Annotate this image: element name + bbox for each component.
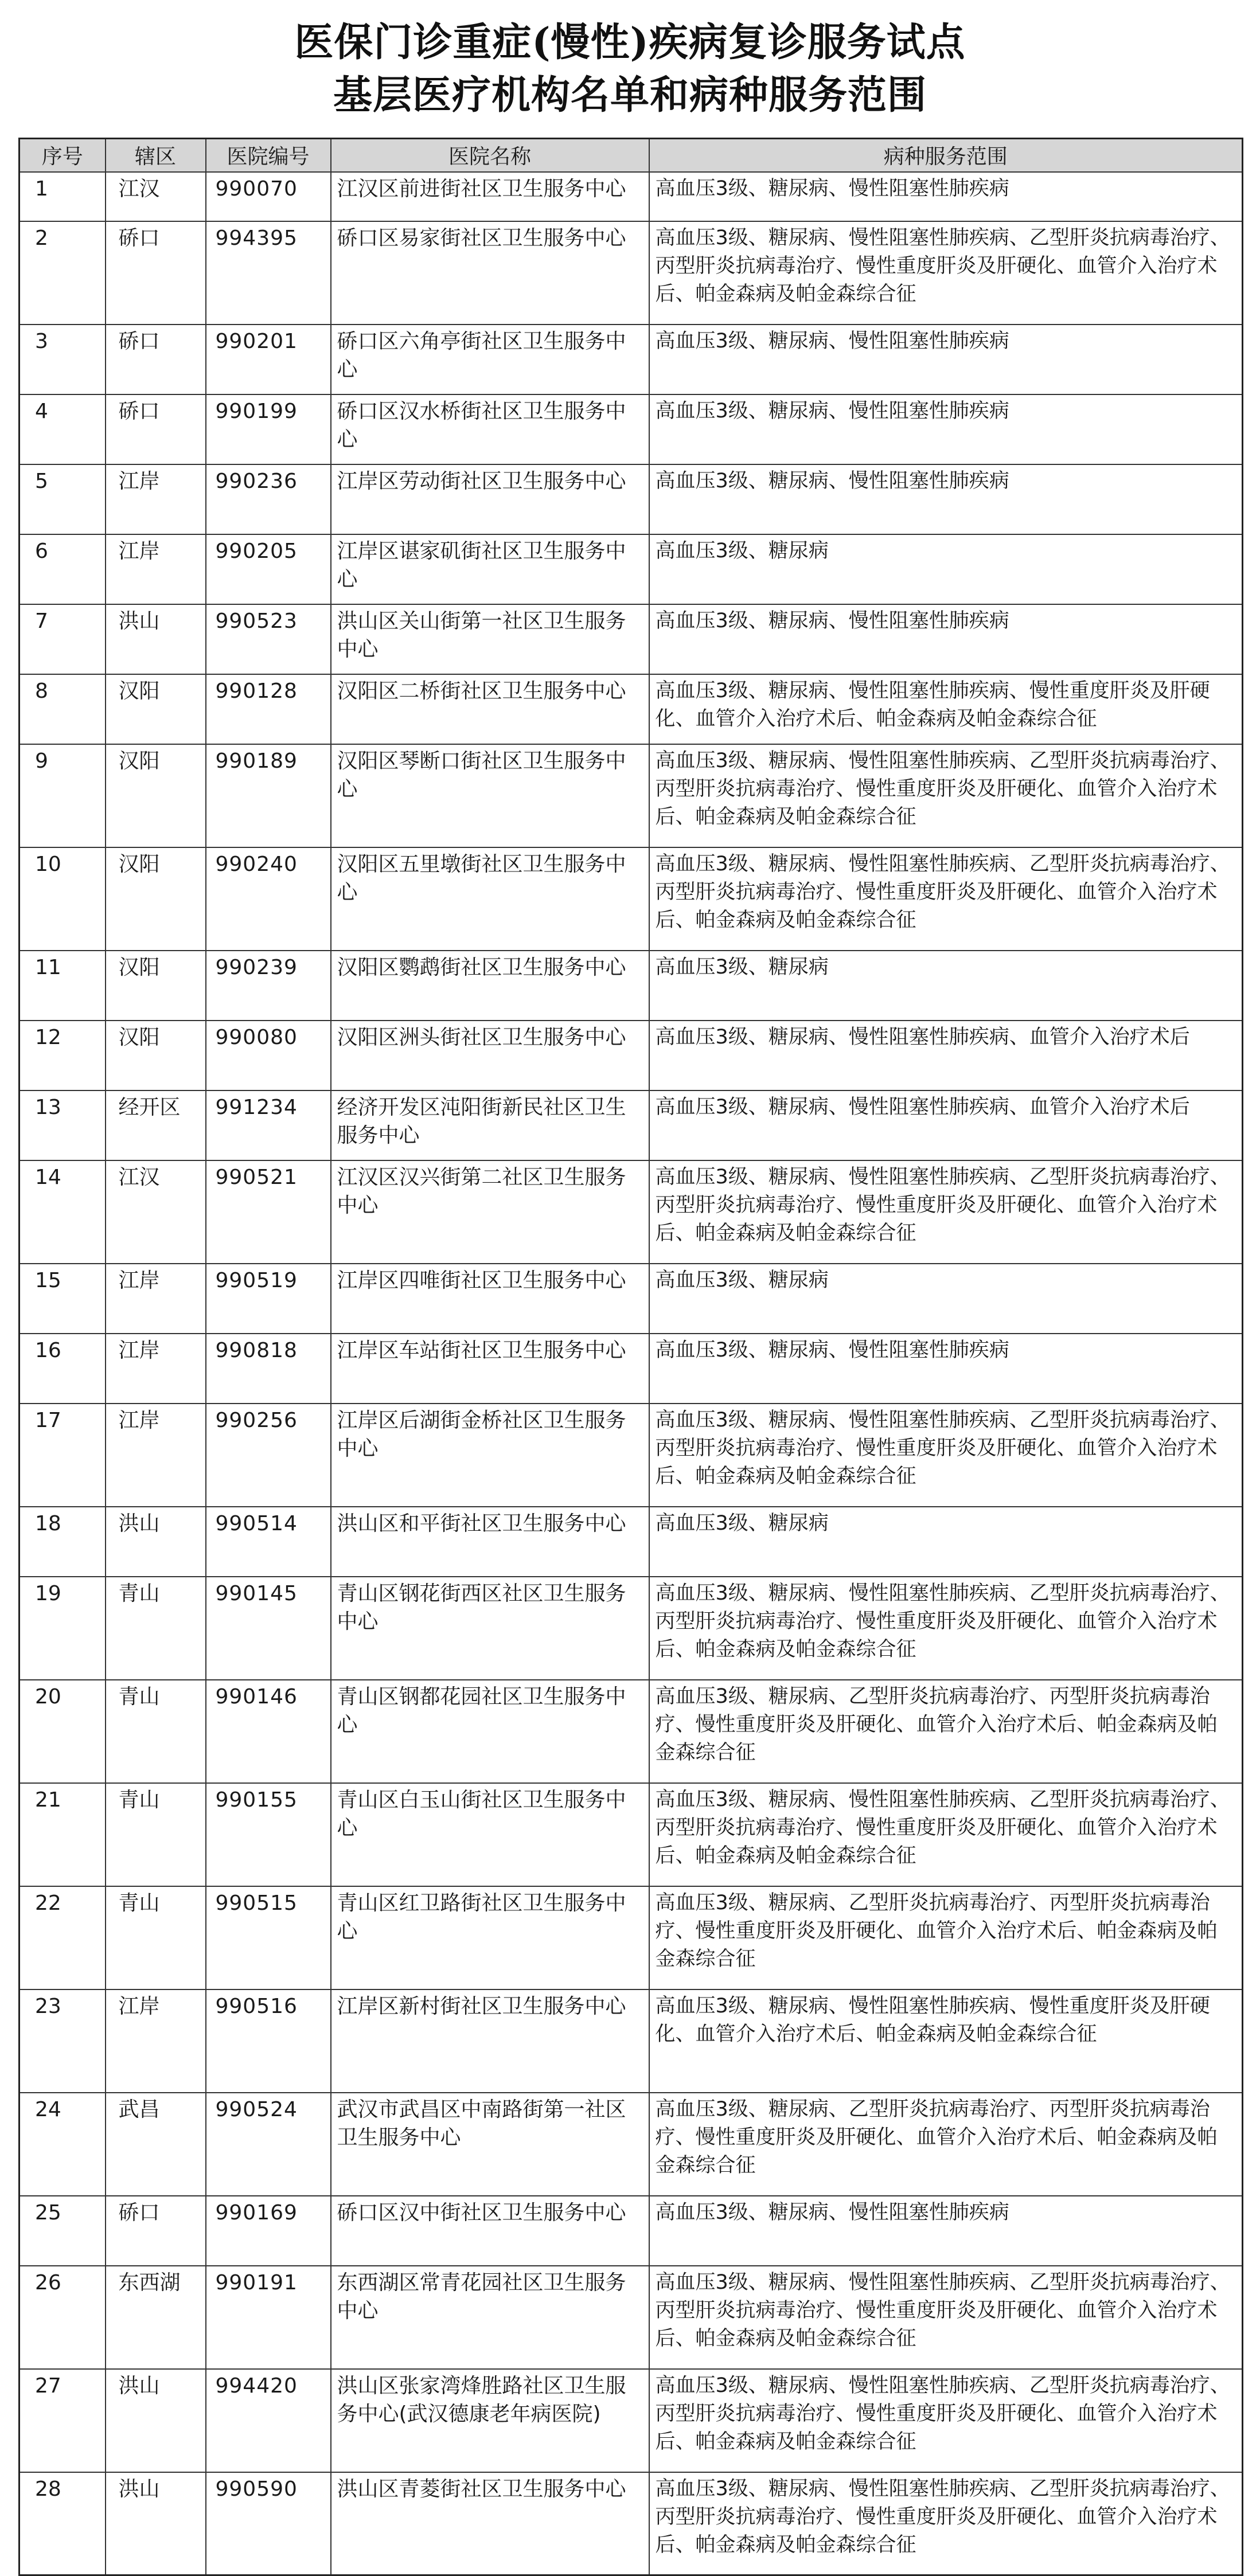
hospital-name-cell: 硚口区汉水桥街社区卫生服务中心 bbox=[331, 394, 649, 464]
table-row bbox=[19, 1021, 1243, 1090]
hospital-name-cell: 经济开发区沌阳街新民社区卫生服务中心 bbox=[331, 1090, 649, 1160]
seq-cell: 18 bbox=[19, 1507, 106, 1577]
table-row bbox=[19, 1507, 1243, 1577]
hospital-name-cell: 江岸区劳动街社区卫生服务中心 bbox=[331, 464, 649, 534]
district-cell: 汉阳 bbox=[106, 674, 206, 744]
seq-cell: 3 bbox=[19, 325, 106, 394]
table-row bbox=[19, 1577, 1243, 1680]
service-scope-cell: 高血压3级、糖尿病、慢性阻塞性肺疾病 bbox=[649, 172, 1243, 221]
seq-cell: 20 bbox=[19, 1680, 106, 1783]
seq-cell: 24 bbox=[19, 2093, 106, 2196]
district-cell: 经开区 bbox=[106, 1090, 206, 1160]
hospital-code-cell: 990239 bbox=[206, 951, 331, 1021]
hospital-name-cell: 青山区白玉山街社区卫生服务中心 bbox=[331, 1783, 649, 1886]
table-row bbox=[19, 534, 1243, 604]
hospital-code-cell: 990256 bbox=[206, 1404, 331, 1507]
service-scope-cell: 高血压3级、糖尿病、慢性阻塞性肺疾病、慢性重度肝炎及肝硬化、血管介入治疗术后、帕金森病及帕金森综合征 bbox=[649, 674, 1243, 744]
table-row bbox=[19, 1680, 1243, 1783]
hospital-code-cell: 990145 bbox=[206, 1577, 331, 1680]
district-cell: 江岸 bbox=[106, 1404, 206, 1507]
seq-cell: 7 bbox=[19, 604, 106, 674]
seq-cell: 23 bbox=[19, 1989, 106, 2093]
hospital-name-cell: 江岸区谌家矶街社区卫生服务中心 bbox=[331, 534, 649, 604]
table-row bbox=[19, 172, 1243, 221]
seq-cell: 4 bbox=[19, 394, 106, 464]
hospital-name-cell: 青山区红卫路街社区卫生服务中心 bbox=[331, 1886, 649, 1989]
hospital-code-cell: 990199 bbox=[206, 394, 331, 464]
seq-cell: 10 bbox=[19, 847, 106, 951]
district-cell: 汉阳 bbox=[106, 951, 206, 1021]
hospital-code-cell: 994420 bbox=[206, 2369, 331, 2472]
service-scope-cell: 高血压3级、糖尿病、慢性阻塞性肺疾病 bbox=[649, 604, 1243, 674]
table-row bbox=[19, 847, 1243, 951]
district-cell: 洪山 bbox=[106, 604, 206, 674]
hospital-code-cell: 990240 bbox=[206, 847, 331, 951]
seq-cell: 6 bbox=[19, 534, 106, 604]
table-row bbox=[19, 1264, 1243, 1334]
hospital-name-cell: 硚口区六角亭街社区卫生服务中心 bbox=[331, 325, 649, 394]
seq-cell: 21 bbox=[19, 1783, 106, 1886]
table-row bbox=[19, 674, 1243, 744]
seq-cell: 14 bbox=[19, 1160, 106, 1264]
service-scope-cell: 高血压3级、糖尿病、乙型肝炎抗病毒治疗、丙型肝炎抗病毒治疗、慢性重度肝炎及肝硬化、血管介入治疗术后、帕金森病及帕金森综合征 bbox=[649, 1680, 1243, 1783]
seq-cell: 12 bbox=[19, 1021, 106, 1090]
hospital-name-cell: 硚口区汉中街社区卫生服务中心 bbox=[331, 2196, 649, 2266]
seq-cell: 22 bbox=[19, 1886, 106, 1989]
service-scope-cell: 高血压3级、糖尿病 bbox=[649, 534, 1243, 604]
district-cell: 江岸 bbox=[106, 1264, 206, 1334]
hospital-name-cell: 洪山区青菱街社区卫生服务中心 bbox=[331, 2472, 649, 2575]
hospital-table bbox=[18, 138, 1243, 2576]
header-code: 医院编号 bbox=[206, 139, 331, 172]
service-scope-cell: 高血压3级、糖尿病、慢性阻塞性肺疾病 bbox=[649, 464, 1243, 534]
hospital-code-cell: 990521 bbox=[206, 1160, 331, 1264]
hospital-code-cell: 990155 bbox=[206, 1783, 331, 1886]
table-row bbox=[19, 2472, 1243, 2575]
seq-cell: 25 bbox=[19, 2196, 106, 2266]
district-cell: 汉阳 bbox=[106, 1021, 206, 1090]
hospital-name-cell: 汉阳区五里墩街社区卫生服务中心 bbox=[331, 847, 649, 951]
hospital-code-cell: 990128 bbox=[206, 674, 331, 744]
hospital-name-cell: 武汉市武昌区中南路街第一社区卫生服务中心 bbox=[331, 2093, 649, 2196]
hospital-name-cell: 江汉区汉兴街第二社区卫生服务中心 bbox=[331, 1160, 649, 1264]
table-row bbox=[19, 2196, 1243, 2266]
seq-cell: 2 bbox=[19, 221, 106, 325]
hospital-name-cell: 洪山区和平街社区卫生服务中心 bbox=[331, 1507, 649, 1577]
hospital-name-cell: 青山区钢花街西区社区卫生服务中心 bbox=[331, 1577, 649, 1680]
table-row bbox=[19, 1783, 1243, 1886]
table-row bbox=[19, 1090, 1243, 1160]
hospital-name-cell: 洪山区关山街第一社区卫生服务中心 bbox=[331, 604, 649, 674]
service-scope-cell: 高血压3级、糖尿病、乙型肝炎抗病毒治疗、丙型肝炎抗病毒治疗、慢性重度肝炎及肝硬化、血管介入治疗术后、帕金森病及帕金森综合征 bbox=[649, 2093, 1243, 2196]
table-row bbox=[19, 464, 1243, 534]
document-title bbox=[0, 16, 1260, 122]
service-scope-cell: 高血压3级、糖尿病、慢性阻塞性肺疾病 bbox=[649, 325, 1243, 394]
service-scope-cell: 高血压3级、糖尿病、慢性阻塞性肺疾病、乙型肝炎抗病毒治疗、丙型肝炎抗病毒治疗、慢性重度肝炎及肝硬化、血管介入治疗术后、帕金森病及帕金森综合征 bbox=[649, 2266, 1243, 2369]
header-row bbox=[19, 139, 1243, 172]
table-row bbox=[19, 2266, 1243, 2369]
hospital-code-cell: 990169 bbox=[206, 2196, 331, 2266]
district-cell: 硚口 bbox=[106, 221, 206, 325]
seq-cell: 17 bbox=[19, 1404, 106, 1507]
hospital-code-cell: 990516 bbox=[206, 1989, 331, 2093]
district-cell: 武昌 bbox=[106, 2093, 206, 2196]
hospital-name-cell: 汉阳区洲头街社区卫生服务中心 bbox=[331, 1021, 649, 1090]
seq-cell: 15 bbox=[19, 1264, 106, 1334]
service-scope-cell: 高血压3级、糖尿病、慢性阻塞性肺疾病、乙型肝炎抗病毒治疗、丙型肝炎抗病毒治疗、慢性重度肝炎及肝硬化、血管介入治疗术后、帕金森病及帕金森综合征 bbox=[649, 2472, 1243, 2575]
table-row bbox=[19, 1989, 1243, 2093]
header-seq: 序号 bbox=[19, 139, 106, 172]
seq-cell: 19 bbox=[19, 1577, 106, 1680]
hospital-code-cell: 990191 bbox=[206, 2266, 331, 2369]
district-cell: 硚口 bbox=[106, 394, 206, 464]
seq-cell: 9 bbox=[19, 744, 106, 847]
hospital-code-cell: 990201 bbox=[206, 325, 331, 394]
table-row bbox=[19, 744, 1243, 847]
seq-cell: 8 bbox=[19, 674, 106, 744]
seq-cell: 13 bbox=[19, 1090, 106, 1160]
header-district: 辖区 bbox=[106, 139, 206, 172]
service-scope-cell: 高血压3级、糖尿病、慢性阻塞性肺疾病、乙型肝炎抗病毒治疗、丙型肝炎抗病毒治疗、慢性重度肝炎及肝硬化、血管介入治疗术后、帕金森病及帕金森综合征 bbox=[649, 744, 1243, 847]
district-cell: 硚口 bbox=[106, 325, 206, 394]
hospital-code-cell: 990515 bbox=[206, 1886, 331, 1989]
district-cell: 青山 bbox=[106, 1680, 206, 1783]
district-cell: 江岸 bbox=[106, 1334, 206, 1404]
service-scope-cell: 高血压3级、糖尿病、慢性阻塞性肺疾病、乙型肝炎抗病毒治疗、丙型肝炎抗病毒治疗、慢性重度肝炎及肝硬化、血管介入治疗术后、帕金森病及帕金森综合征 bbox=[649, 1404, 1243, 1507]
table-row bbox=[19, 1886, 1243, 1989]
hospital-name-cell: 青山区钢都花园社区卫生服务中心 bbox=[331, 1680, 649, 1783]
hospital-code-cell: 990236 bbox=[206, 464, 331, 534]
seq-cell: 16 bbox=[19, 1334, 106, 1404]
title-line-1: 医保门诊重症(慢性)疾病复诊服务试点 bbox=[294, 19, 966, 65]
district-cell: 江汉 bbox=[106, 1160, 206, 1264]
hospital-name-cell: 江岸区后湖街金桥社区卫生服务中心 bbox=[331, 1404, 649, 1507]
hospital-name-cell: 江汉区前进街社区卫生服务中心 bbox=[331, 172, 649, 221]
hospital-name-cell: 汉阳区二桥街社区卫生服务中心 bbox=[331, 674, 649, 744]
hospital-name-cell: 东西湖区常青花园社区卫生服务中心 bbox=[331, 2266, 649, 2369]
service-scope-cell: 高血压3级、糖尿病、慢性阻塞性肺疾病、乙型肝炎抗病毒治疗、丙型肝炎抗病毒治疗、慢性重度肝炎及肝硬化、血管介入治疗术后、帕金森病及帕金森综合征 bbox=[649, 1577, 1243, 1680]
hospital-code-cell: 990070 bbox=[206, 172, 331, 221]
hospital-code-cell: 990524 bbox=[206, 2093, 331, 2196]
district-cell: 硚口 bbox=[106, 2196, 206, 2266]
hospital-code-cell: 990590 bbox=[206, 2472, 331, 2575]
seq-cell: 26 bbox=[19, 2266, 106, 2369]
service-scope-cell: 高血压3级、糖尿病、慢性阻塞性肺疾病、血管介入治疗术后 bbox=[649, 1090, 1243, 1160]
hospital-code-cell: 990080 bbox=[206, 1021, 331, 1090]
district-cell: 汉阳 bbox=[106, 744, 206, 847]
district-cell: 洪山 bbox=[106, 1507, 206, 1577]
table-header bbox=[19, 139, 1243, 172]
service-scope-cell: 高血压3级、糖尿病、慢性阻塞性肺疾病、乙型肝炎抗病毒治疗、丙型肝炎抗病毒治疗、慢性重度肝炎及肝硬化、血管介入治疗术后、帕金森病及帕金森综合征 bbox=[649, 2369, 1243, 2472]
service-scope-cell: 高血压3级、糖尿病、慢性阻塞性肺疾病、血管介入治疗术后 bbox=[649, 1021, 1243, 1090]
service-scope-cell: 高血压3级、糖尿病 bbox=[649, 951, 1243, 1021]
hospital-name-cell: 江岸区新村街社区卫生服务中心 bbox=[331, 1989, 649, 2093]
hospital-code-cell: 990189 bbox=[206, 744, 331, 847]
seq-cell: 28 bbox=[19, 2472, 106, 2575]
hospital-name-cell: 汉阳区琴断口街社区卫生服务中心 bbox=[331, 744, 649, 847]
hospital-name-cell: 硚口区易家街社区卫生服务中心 bbox=[331, 221, 649, 325]
title-line-2: 基层医疗机构名单和病种服务范围 bbox=[333, 72, 927, 118]
service-scope-cell: 高血压3级、糖尿病、慢性阻塞性肺疾病 bbox=[649, 1334, 1243, 1404]
district-cell: 江岸 bbox=[106, 534, 206, 604]
service-scope-cell: 高血压3级、糖尿病、慢性阻塞性肺疾病、慢性重度肝炎及肝硬化、血管介入治疗术后、帕金森病及帕金森综合征 bbox=[649, 1989, 1243, 2093]
table-row bbox=[19, 394, 1243, 464]
table-row bbox=[19, 1160, 1243, 1264]
hospital-name-cell: 江岸区四唯街社区卫生服务中心 bbox=[331, 1264, 649, 1334]
seq-cell: 1 bbox=[19, 172, 106, 221]
hospital-code-cell: 990514 bbox=[206, 1507, 331, 1577]
header-scope: 病种服务范围 bbox=[649, 139, 1243, 172]
service-scope-cell: 高血压3级、糖尿病、慢性阻塞性肺疾病、乙型肝炎抗病毒治疗、丙型肝炎抗病毒治疗、慢性重度肝炎及肝硬化、血管介入治疗术后、帕金森病及帕金森综合征 bbox=[649, 847, 1243, 951]
district-cell: 汉阳 bbox=[106, 847, 206, 951]
seq-cell: 27 bbox=[19, 2369, 106, 2472]
service-scope-cell: 高血压3级、糖尿病、乙型肝炎抗病毒治疗、丙型肝炎抗病毒治疗、慢性重度肝炎及肝硬化、血管介入治疗术后、帕金森病及帕金森综合征 bbox=[649, 1886, 1243, 1989]
hospital-code-cell: 990146 bbox=[206, 1680, 331, 1783]
district-cell: 江岸 bbox=[106, 464, 206, 534]
district-cell: 青山 bbox=[106, 1577, 206, 1680]
hospital-code-cell: 990519 bbox=[206, 1264, 331, 1334]
seq-cell: 5 bbox=[19, 464, 106, 534]
service-scope-cell: 高血压3级、糖尿病 bbox=[649, 1264, 1243, 1334]
district-cell: 青山 bbox=[106, 1783, 206, 1886]
table-row bbox=[19, 951, 1243, 1021]
hospital-name-cell: 洪山区张家湾烽胜路社区卫生服务中心(武汉德康老年病医院) bbox=[331, 2369, 649, 2472]
district-cell: 洪山 bbox=[106, 2369, 206, 2472]
hospital-name-cell: 江岸区车站街社区卫生服务中心 bbox=[331, 1334, 649, 1404]
table-row bbox=[19, 1404, 1243, 1507]
seq-cell: 11 bbox=[19, 951, 106, 1021]
table-body bbox=[19, 172, 1243, 2575]
table-row bbox=[19, 221, 1243, 325]
table-row bbox=[19, 2369, 1243, 2472]
table-row bbox=[19, 1334, 1243, 1404]
service-scope-cell: 高血压3级、糖尿病、慢性阻塞性肺疾病 bbox=[649, 2196, 1243, 2266]
district-cell: 青山 bbox=[106, 1886, 206, 1989]
hospital-code-cell: 990205 bbox=[206, 534, 331, 604]
service-scope-cell: 高血压3级、糖尿病、慢性阻塞性肺疾病、乙型肝炎抗病毒治疗、丙型肝炎抗病毒治疗、慢性重度肝炎及肝硬化、血管介入治疗术后、帕金森病及帕金森综合征 bbox=[649, 1783, 1243, 1886]
service-scope-cell: 高血压3级、糖尿病、慢性阻塞性肺疾病 bbox=[649, 394, 1243, 464]
header-name: 医院名称 bbox=[331, 139, 649, 172]
district-cell: 东西湖 bbox=[106, 2266, 206, 2369]
district-cell: 江岸 bbox=[106, 1989, 206, 2093]
service-scope-cell: 高血压3级、糖尿病 bbox=[649, 1507, 1243, 1577]
hospital-name-cell: 汉阳区鹦鹉街社区卫生服务中心 bbox=[331, 951, 649, 1021]
hospital-code-cell: 990523 bbox=[206, 604, 331, 674]
table-row bbox=[19, 604, 1243, 674]
district-cell: 江汉 bbox=[106, 172, 206, 221]
hospital-code-cell: 994395 bbox=[206, 221, 331, 325]
table-row bbox=[19, 2093, 1243, 2196]
hospital-code-cell: 990818 bbox=[206, 1334, 331, 1404]
service-scope-cell: 高血压3级、糖尿病、慢性阻塞性肺疾病、乙型肝炎抗病毒治疗、丙型肝炎抗病毒治疗、慢性重度肝炎及肝硬化、血管介入治疗术后、帕金森病及帕金森综合征 bbox=[649, 221, 1243, 325]
district-cell: 洪山 bbox=[106, 2472, 206, 2575]
hospital-code-cell: 991234 bbox=[206, 1090, 331, 1160]
service-scope-cell: 高血压3级、糖尿病、慢性阻塞性肺疾病、乙型肝炎抗病毒治疗、丙型肝炎抗病毒治疗、慢性重度肝炎及肝硬化、血管介入治疗术后、帕金森病及帕金森综合征 bbox=[649, 1160, 1243, 1264]
table-row bbox=[19, 325, 1243, 394]
